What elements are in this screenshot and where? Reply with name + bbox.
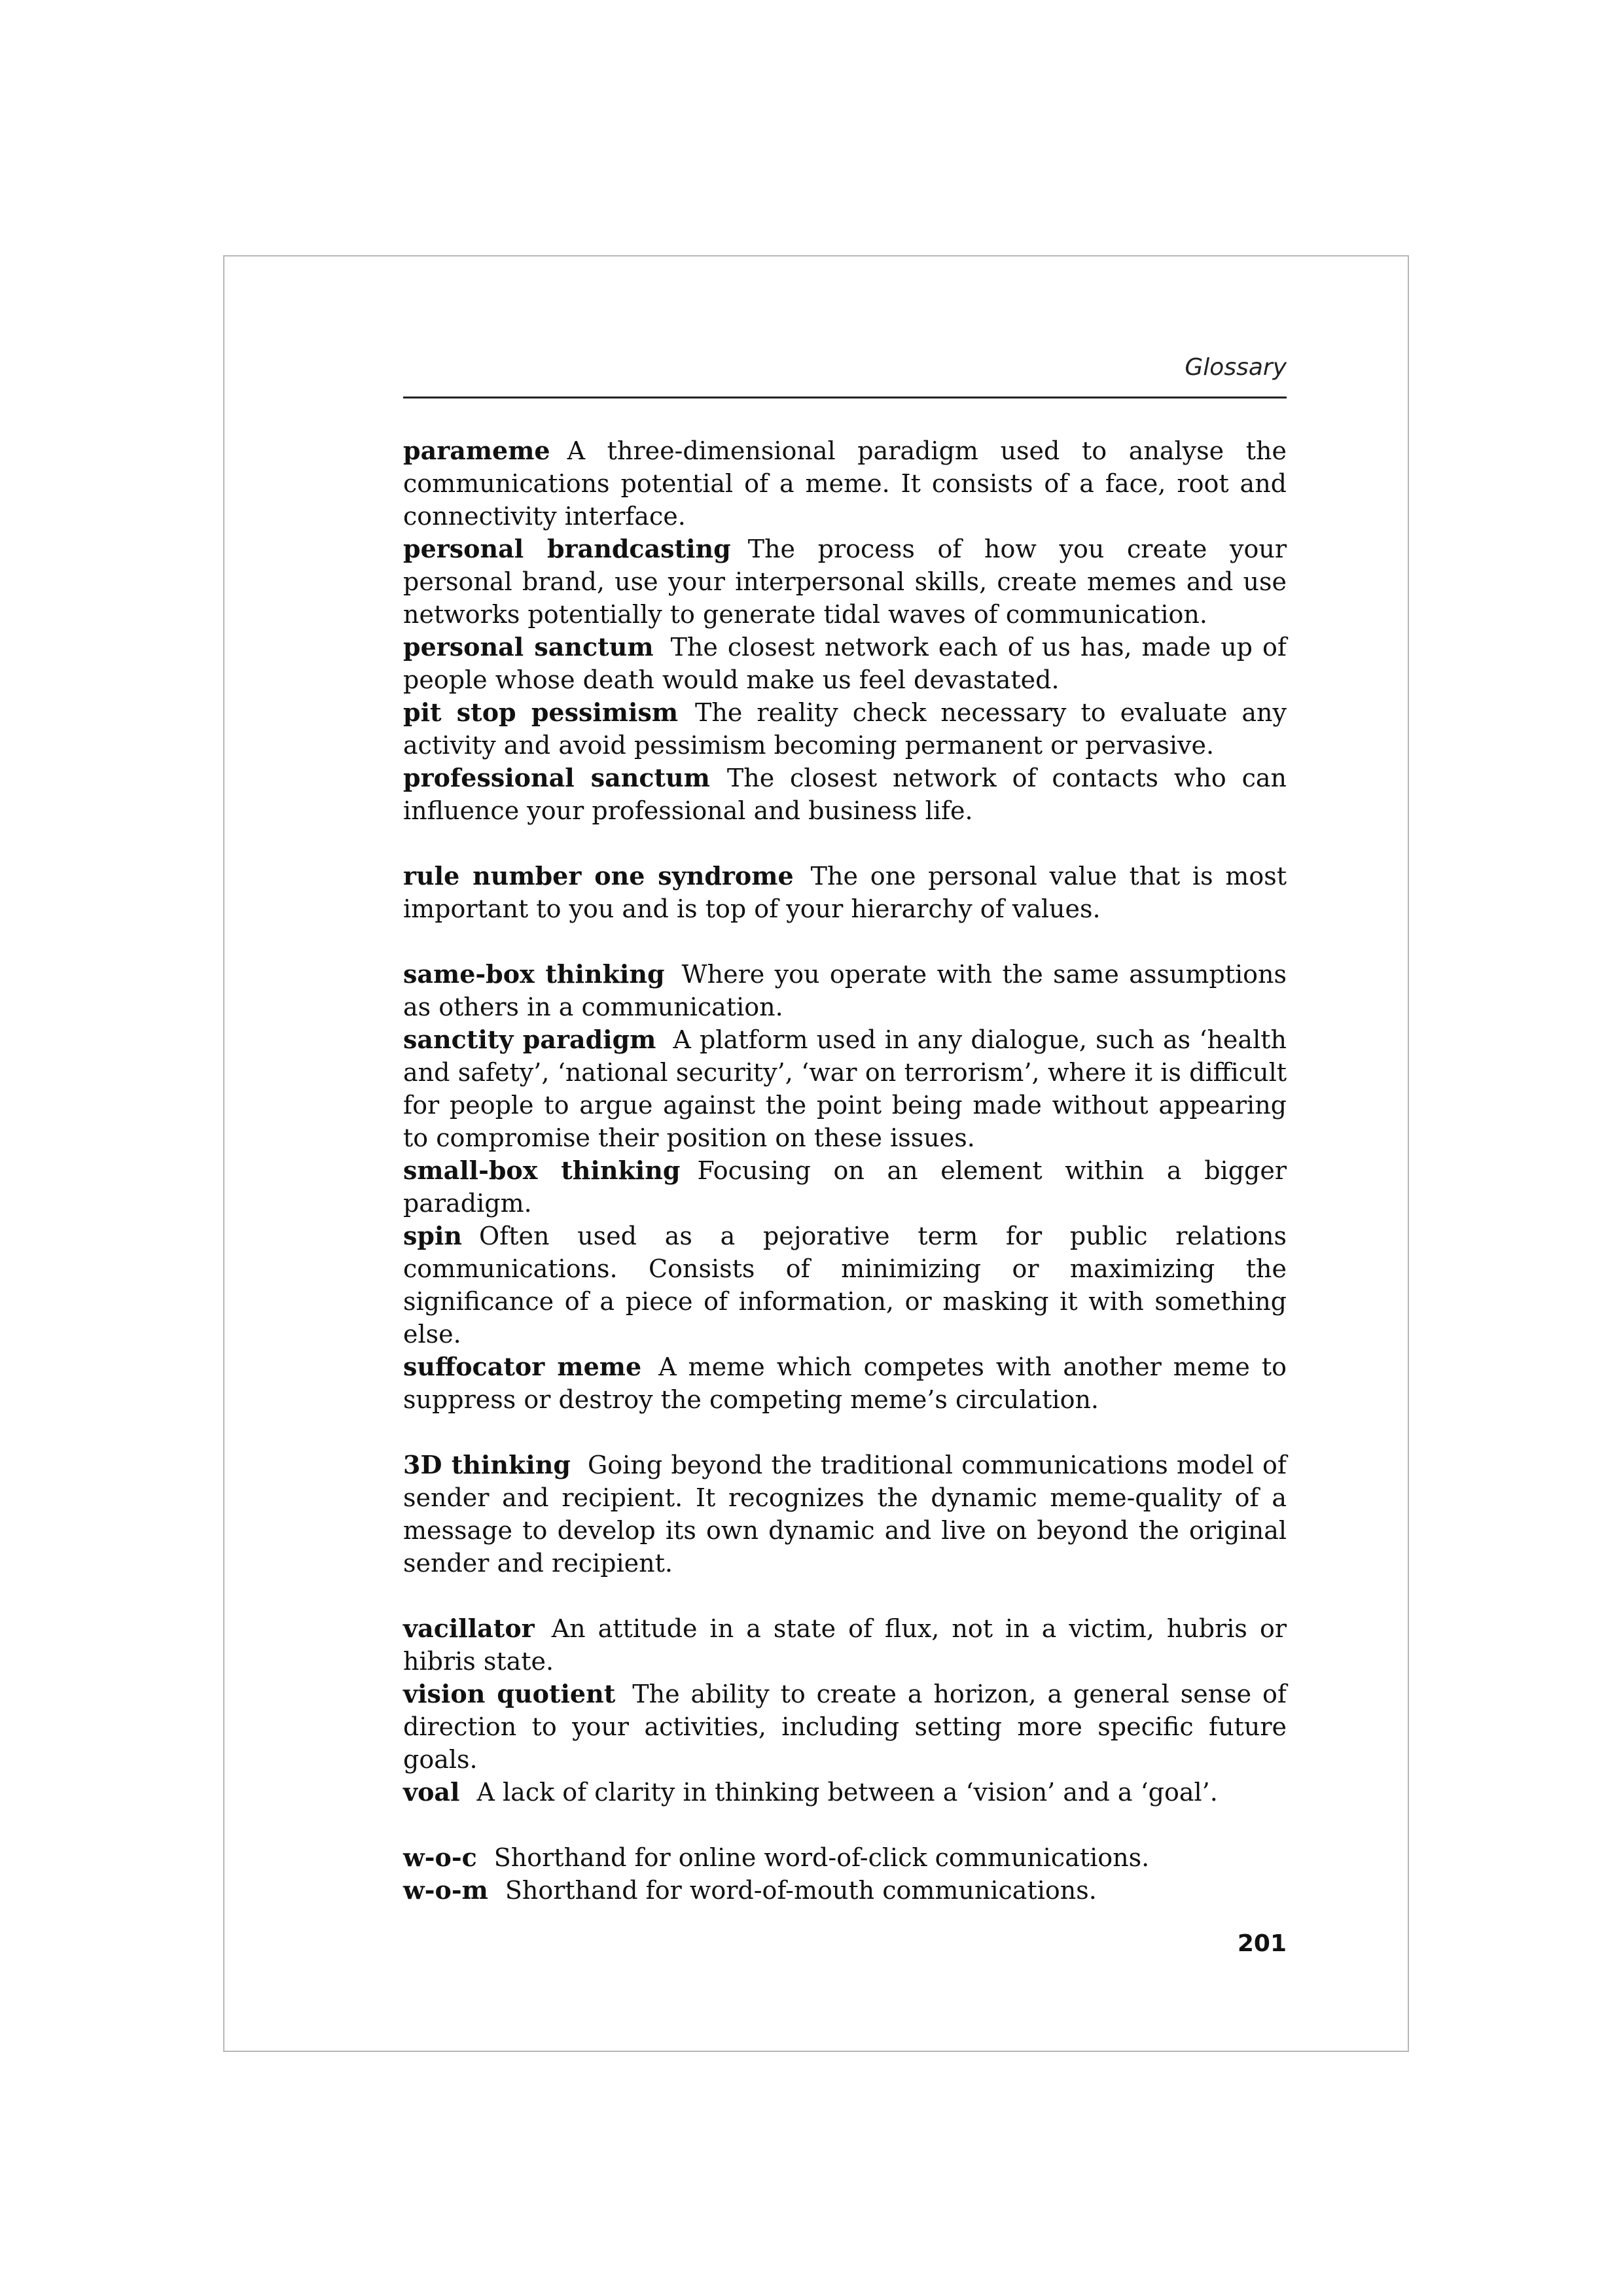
glossary-definition: Shorthand for online word-of-click communications. bbox=[493, 1843, 1150, 1872]
glossary-term: voal bbox=[403, 1777, 460, 1807]
glossary-entry bbox=[403, 1154, 1287, 1220]
glossary-entry bbox=[403, 696, 1287, 762]
glossary-entry bbox=[403, 434, 1287, 533]
glossary-term: w-o-m bbox=[403, 1875, 488, 1905]
header-rule bbox=[403, 397, 1287, 398]
glossary-entry bbox=[403, 958, 1287, 1023]
glossary-entry bbox=[403, 1220, 1287, 1351]
glossary-term: vision quotient bbox=[403, 1679, 616, 1708]
glossary-definition: Going beyond the traditional communications model of sender and recipient. It recognizes the dynamic meme-quality of a message to develop its own dynamic and live on beyond the original sender and recipient. bbox=[403, 1451, 1287, 1578]
glossary-section-s bbox=[403, 958, 1287, 1416]
glossary-term: parameme bbox=[403, 436, 550, 465]
glossary-section-t bbox=[403, 1449, 1287, 1580]
glossary-entry bbox=[403, 762, 1287, 827]
glossary-term: suffocator meme bbox=[403, 1352, 642, 1381]
glossary-definition: A platform used in any dialogue, such as ‘health and safety’, ‘national security’, ‘war on terrorism’, where it is difficult for people to argue against the point being made without appearing to compromise their position on these issues. bbox=[403, 1025, 1287, 1152]
glossary-term: small-box thinking bbox=[403, 1156, 681, 1185]
glossary-term: pit stop pessimism bbox=[403, 698, 679, 727]
glossary-entry bbox=[403, 1874, 1287, 1907]
glossary-section-p bbox=[403, 434, 1287, 827]
glossary-definition: A three-dimensional paradigm used to analyse the communications potential of a meme. It consists of a face, root and connectivity interface. bbox=[403, 436, 1287, 531]
glossary-term: personal brandcasting bbox=[403, 534, 731, 563]
glossary-definition: The closest network of contacts who can influence your professional and business life. bbox=[403, 764, 1287, 825]
glossary-section-v bbox=[403, 1612, 1287, 1809]
glossary-entry bbox=[403, 860, 1287, 925]
glossary-term: rule number one syndrome bbox=[403, 861, 794, 891]
glossary-entry bbox=[403, 1776, 1287, 1809]
running-head: Glossary bbox=[1185, 354, 1287, 381]
glossary-entry bbox=[403, 533, 1287, 631]
glossary-definition: A meme which competes with another meme to suppress or destroy the competing meme’s circulation. bbox=[403, 1352, 1287, 1414]
glossary-section-w bbox=[403, 1841, 1287, 1907]
glossary-definition: Where you operate with the same assumptions as others in a communication. bbox=[403, 960, 1287, 1021]
glossary-entry bbox=[403, 631, 1287, 696]
glossary-term: vacillator bbox=[403, 1614, 535, 1643]
glossary-definition: The process of how you create your personal brand, use your interpersonal skills, create memes and use networks potentially to generate tidal waves of communication. bbox=[403, 535, 1287, 629]
glossary-entry bbox=[403, 1023, 1287, 1154]
glossary-entry bbox=[403, 1841, 1287, 1874]
page-number: 201 bbox=[1237, 1930, 1287, 1957]
glossary-body bbox=[403, 434, 1287, 1939]
glossary-entry bbox=[403, 1612, 1287, 1678]
glossary-term: w-o-c bbox=[403, 1843, 477, 1872]
glossary-definition: The reality check necessary to evaluate any activity and avoid pessimism becoming permanent or pervasive. bbox=[403, 698, 1287, 760]
glossary-definition: Focusing on an element within a bigger paradigm. bbox=[403, 1156, 1287, 1218]
glossary-term: 3D thinking bbox=[403, 1450, 571, 1479]
glossary-term: same-box thinking bbox=[403, 959, 665, 989]
glossary-definition: The closest network each of us has, made up of people whose death would make us feel devastated. bbox=[403, 633, 1287, 694]
glossary-definition: Often used as a pejorative term for public relations communications. Consists of minimizing or maximizing the significance of a piece of information, or masking it with something else. bbox=[403, 1222, 1287, 1349]
glossary-entry bbox=[403, 1449, 1287, 1580]
glossary-entry bbox=[403, 1678, 1287, 1776]
glossary-term: personal sanctum bbox=[403, 632, 654, 662]
glossary-term: spin bbox=[403, 1221, 463, 1250]
glossary-term: sanctity paradigm bbox=[403, 1025, 656, 1054]
glossary-definition: A lack of clarity in thinking between a ‘vision’ and a ‘goal’. bbox=[476, 1778, 1218, 1807]
glossary-definition: Shorthand for word-of-mouth communications. bbox=[505, 1876, 1097, 1905]
glossary-definition: The one personal value that is most important to you and is top of your hierarchy of values. bbox=[403, 862, 1287, 923]
glossary-term: professional sanctum bbox=[403, 763, 710, 792]
glossary-section-r bbox=[403, 860, 1287, 925]
glossary-definition: The ability to create a horizon, a general sense of direction to your activities, including setting more specific future goals. bbox=[403, 1680, 1287, 1774]
glossary-entry bbox=[403, 1351, 1287, 1416]
glossary-definition: An attitude in a state of flux, not in a victim, hubris or hibris state. bbox=[403, 1614, 1287, 1676]
